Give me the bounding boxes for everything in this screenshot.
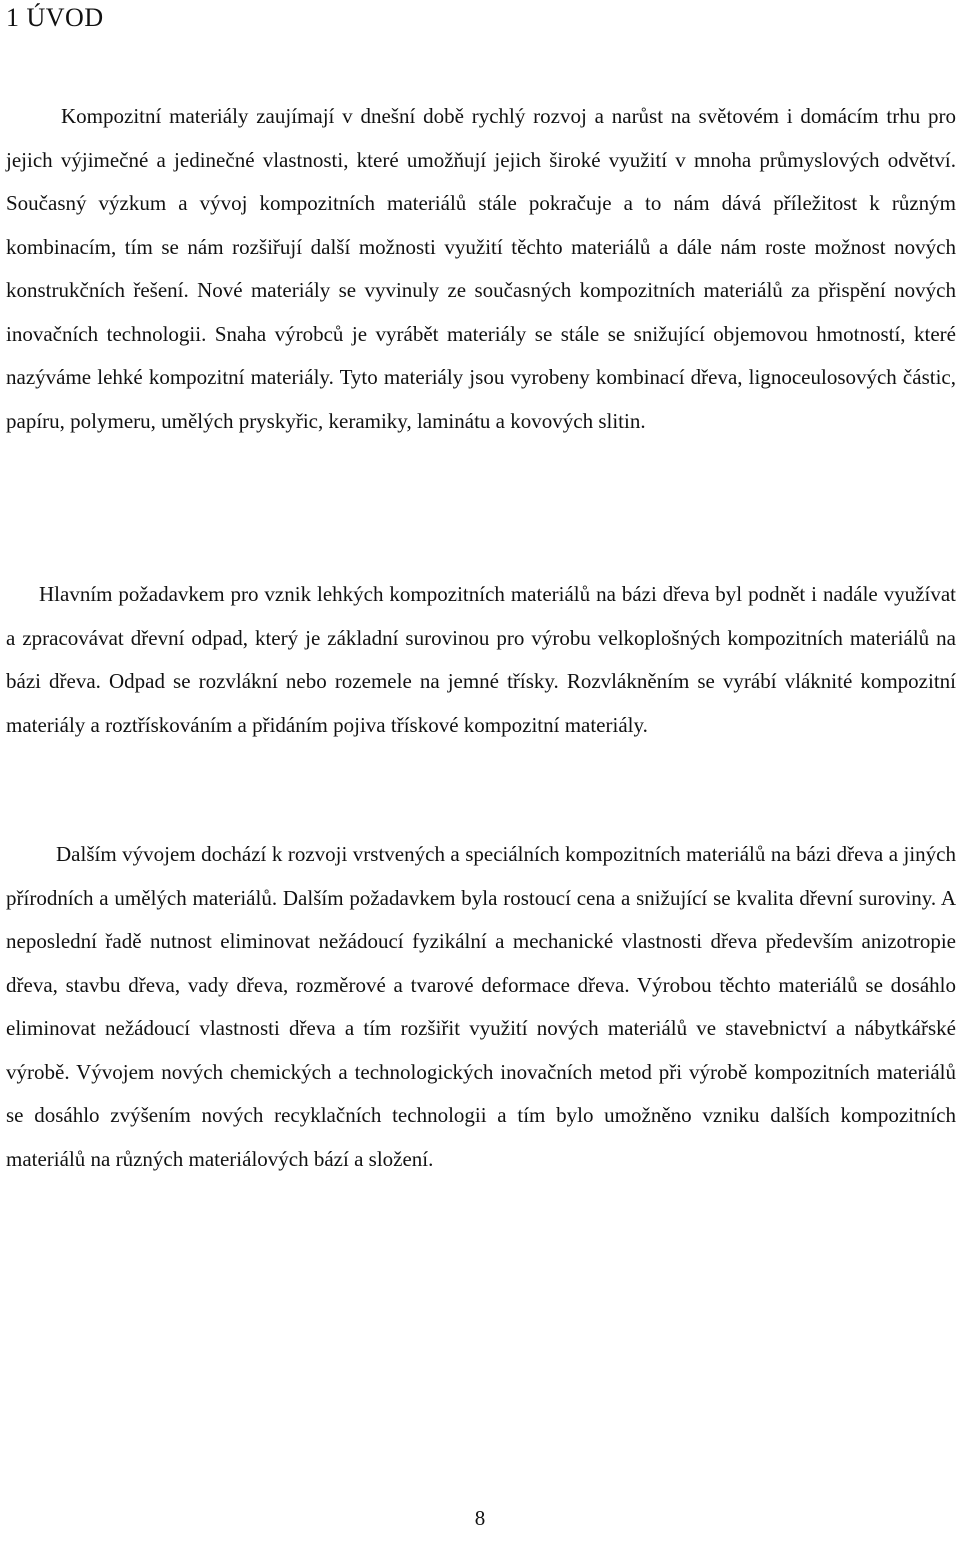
paragraph-intro: Kompozitní materiály zaujímají v dnešní době rychlý rozvoj a narůst na světovém i domácím trhu pro jejich výjimečné a jedinečné vlastnosti, které umožňují jejich široké využití v mnoha průmyslových odvětví. Současný výzkum a vývoj kompozitních materiálů stále pokračuje a to nám dává příležitost k různým kombinacím, tím se nám rozšiřují další možnosti využití těchto materiálů a dále nám roste možnost nových konstrukčních řešení. Nové materiály se vyvinuly ze současných kompozitních materiálů za přispění nových inovačních technologii. Snaha výrobců je vyrábět materiály se stále se snižující objemovou hmotností, které nazýváme lehké kompozitní materiály. Tyto materiály jsou vyrobeny kombinací dřeva, lignoceulosových částic, papíru, polymeru, umělých pryskyřic, keramiky, laminátu a kovových slitin. bbox=[6, 104, 956, 433]
paragraph-development: Dalším vývojem dochází k rozvoji vrstvených a speciálních kompozitních materiálů na bázi dřeva a jiných přírodních a umělých materiálů. Dalším požadavkem byla rostoucí cena a snižující se kvalita dřevní suroviny. A neposlední řadě nutnost eliminovat nežádoucí fyzikální a mechanické vlastnosti dřeva především anizotropie dřeva, stavbu dřeva, vady dřeva, rozměrové a tvarové deformace dřeva. Výrobou těchto materiálů se dosáhlo eliminovat nežádoucí vlastnosti dřeva a tím rozšiřit využití nových materiálů ve stavebnictví a nábytkářské výrobě. Vývojem nových chemických a technologických inovačních metod při výrobě kompozitních materiálů se dosáhlo zvýšením nových recyklačních technologii a tím bylo umožněno vzniku dalších kompozitních materiálů na různých materiálových bází a složení. bbox=[6, 842, 956, 1171]
chapter-heading: 1 ÚVOD bbox=[6, 3, 104, 32]
page-number: 8 bbox=[474, 1506, 486, 1530]
paragraph-requirements: Hlavním požadavkem pro vznik lehkých kompozitních materiálů na bázi dřeva byl podnět i nadále využívat a zpracovávat dřevní odpad, který je základní surovinou pro výrobu velkoplošných kompozitních materiálů na bázi dřeva. Odpad se rozvlákní nebo rozemele na jemné třísky. Rozvlákněním se vyrábí vláknité kompozitní materiály a roztřískováním a přidáním pojiva třískové kompozitní materiály. bbox=[6, 582, 956, 737]
